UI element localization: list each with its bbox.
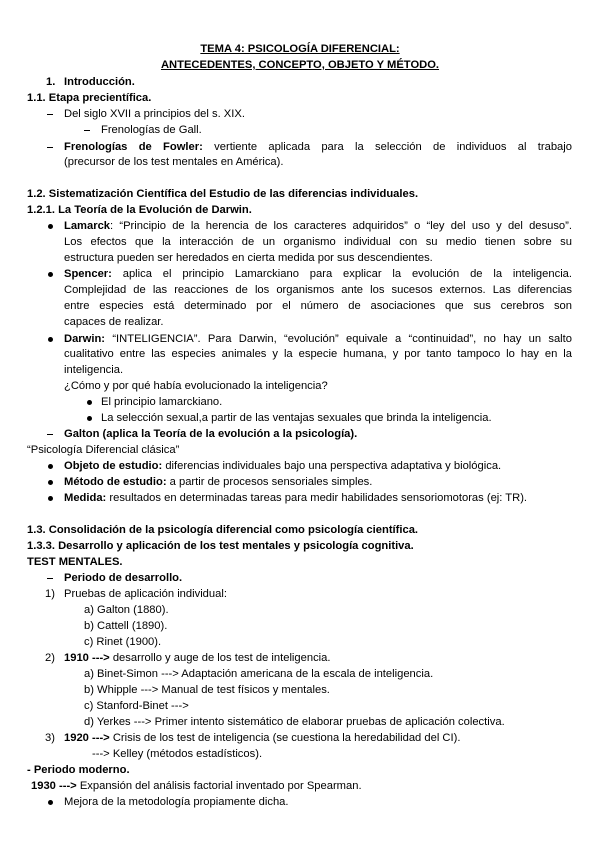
p3-year: 1920 ---> <box>64 732 110 744</box>
spencer-term: Spencer: <box>64 268 112 280</box>
fowler-line-1 <box>64 140 572 154</box>
p2-item-b: b) Whipple ---> Manual de test físicos y mentales. <box>84 684 330 696</box>
p3-number: 3) <box>45 732 55 744</box>
section-1-1-heading: 1.1. Etapa precientífica. <box>27 92 152 104</box>
title-line-2: ANTECEDENTES, CONCEPTO, OBJETO Y MÉTODO. <box>160 59 440 71</box>
metodo-line <box>64 475 372 489</box>
galton-line: Galton (aplica la Teoría de la evolución a la psicología). <box>64 428 358 440</box>
dash-marker <box>47 578 53 579</box>
darwin-sub-1: El principio lamarckiano. <box>101 396 223 408</box>
periodo-desarrollo: Periodo de desarrollo. <box>64 572 183 584</box>
fowler-text: vertiente aplicada para la selección de individuos al trabajo <box>214 141 572 153</box>
darwin-line-3: inteligencia. <box>64 364 124 376</box>
bullet-marker <box>48 800 53 805</box>
bullet-marker <box>48 464 53 469</box>
spencer-line-4: capaces de realizar. <box>64 316 164 328</box>
darwin-term: Darwin: <box>64 333 106 345</box>
dash-marker <box>47 147 53 148</box>
lamarck-line-3: estructura pueden ser heredados en cierta medida por sus descendientes. <box>64 252 433 264</box>
p2-number: 2) <box>45 652 55 664</box>
bullet-marker <box>48 224 53 229</box>
etapa-item-1-sub: Frenologías de Gall. <box>101 124 202 136</box>
lamarck-line-2: Los efectos que la interacción de un organismo individual con su medio tienen sobre su <box>64 236 572 248</box>
section-1-2-heading: 1.2. Sistematización Científica del Estudio de las diferencias individuales. <box>27 188 419 200</box>
bullet-marker <box>87 416 92 421</box>
fowler-term: Frenologías de Fowler: <box>64 141 203 153</box>
p2-year: 1910 ---> <box>64 652 110 664</box>
darwin-sub-2: La selección sexual,a partir de las ventajas sexuales que brinda la inteligencia. <box>101 412 492 424</box>
metodo-text: a partir de procesos sensoriales simples. <box>169 476 373 488</box>
section-1-3-heading: 1.3. Consolidación de la psicología diferencial como psicología científica. <box>27 524 419 536</box>
bullet-marker <box>48 480 53 485</box>
bullet-marker <box>87 400 92 405</box>
title-line-1: TEMA 4: PSICOLOGÍA DIFERENCIAL: <box>200 43 400 55</box>
medida-term: Medida: <box>64 492 107 504</box>
lamarck-term: Lamarck <box>64 220 111 232</box>
p1-item-a: a) Galton (1880). <box>84 604 169 616</box>
p2-item-d: d) Yerkes ---> Primer intento sistemático de elaborar pruebas de aplicación colectiva. <box>84 716 505 728</box>
periodo-moderno: - Periodo moderno. <box>27 764 130 776</box>
section-1-heading: Introducción. <box>64 76 135 88</box>
medida-line <box>64 491 527 505</box>
p2-text: desarrollo y auge de los test de inteligencia. <box>112 652 331 664</box>
spencer-text: aplica el principio Lamarckiano para explicar la evolución de la inteligencia. <box>122 268 573 280</box>
spencer-line-1 <box>64 267 572 281</box>
fowler-line-2: (precursor de los test mentales en América). <box>64 156 284 168</box>
classic-label: “Psicología Diferencial clásica” <box>27 444 180 456</box>
lamarck-text: : “Principio de la herencia de los caracteres adquiridos” o “ley del uso y del desuso”. <box>110 220 572 232</box>
etapa-item-1: Del siglo XVII a principios del s. XIX. <box>64 108 245 120</box>
p1-item-b: b) Cattell (1890). <box>84 620 168 632</box>
metodo-term: Método de estudio: <box>64 476 167 488</box>
dash-marker <box>47 114 53 115</box>
objeto-text: diferencias individuales bajo una perspectiva adaptativa y biológica. <box>165 460 502 472</box>
p3-line-2: ---> Kelley (métodos estadísticos). <box>92 748 263 760</box>
section-1-3-3-heading: 1.3.3. Desarrollo y aplicación de los test mentales y psicología cognitiva. <box>27 540 414 552</box>
dash-marker <box>84 130 90 131</box>
p2-line <box>64 651 331 665</box>
spencer-line-2: Complejidad de las reacciones de los organismos ante los sucesos externos. Las diferencias <box>64 284 572 296</box>
darwin-line-1 <box>64 332 572 346</box>
mejora-line: Mejora de la metodología propiamente dicha. <box>64 796 289 808</box>
p2-item-a: a) Binet-Simon ---> Adaptación americana de la escala de inteligencia. <box>84 668 434 680</box>
p1-text: Pruebas de aplicación individual: <box>64 588 227 600</box>
p1-item-c: c) Rinet (1900). <box>84 636 162 648</box>
medida-text: resultados en determinadas tareas para medir habilidades sensoriomotoras (ej: TR). <box>109 492 528 504</box>
section-1-2-1-heading: 1.2.1. La Teoría de la Evolución de Darwin. <box>27 204 252 216</box>
p3-text: Crisis de los test de inteligencia (se cuestiona la heredabilidad del CI). <box>112 732 461 744</box>
y1930-year: 1930 ---> <box>31 780 77 792</box>
darwin-question: ¿Cómo y por qué había evolucionado la inteligencia? <box>64 380 328 392</box>
spencer-line-3: entre especies está determinado por el número de asociaciones que sus cerebros son <box>64 300 572 312</box>
dash-marker <box>47 434 53 435</box>
bullet-marker <box>48 337 53 342</box>
y1930-line <box>31 779 362 793</box>
objeto-term: Objeto de estudio: <box>64 460 163 472</box>
lamarck-line-1 <box>64 219 572 233</box>
section-1-number: 1. <box>46 76 56 88</box>
bullet-marker <box>48 496 53 501</box>
bullet-marker <box>48 272 53 277</box>
p3-line <box>64 731 460 745</box>
y1930-text: Expansión del análisis factorial inventado por Spearman. <box>79 780 362 792</box>
objeto-line <box>64 459 501 473</box>
darwin-line-2: cualitativo entre las especies animales y la especie humana, y por tanto tampoco lo hay en la <box>64 348 572 360</box>
test-mentales-heading: TEST MENTALES. <box>27 556 123 568</box>
p2-item-c: c) Stanford-Binet ---> <box>84 700 189 712</box>
p1-number: 1) <box>45 588 55 600</box>
darwin-text: “INTELIGENCIA”. Para Darwin, “evolución” equivale a “continuidad”, no hay un salto <box>112 333 572 345</box>
